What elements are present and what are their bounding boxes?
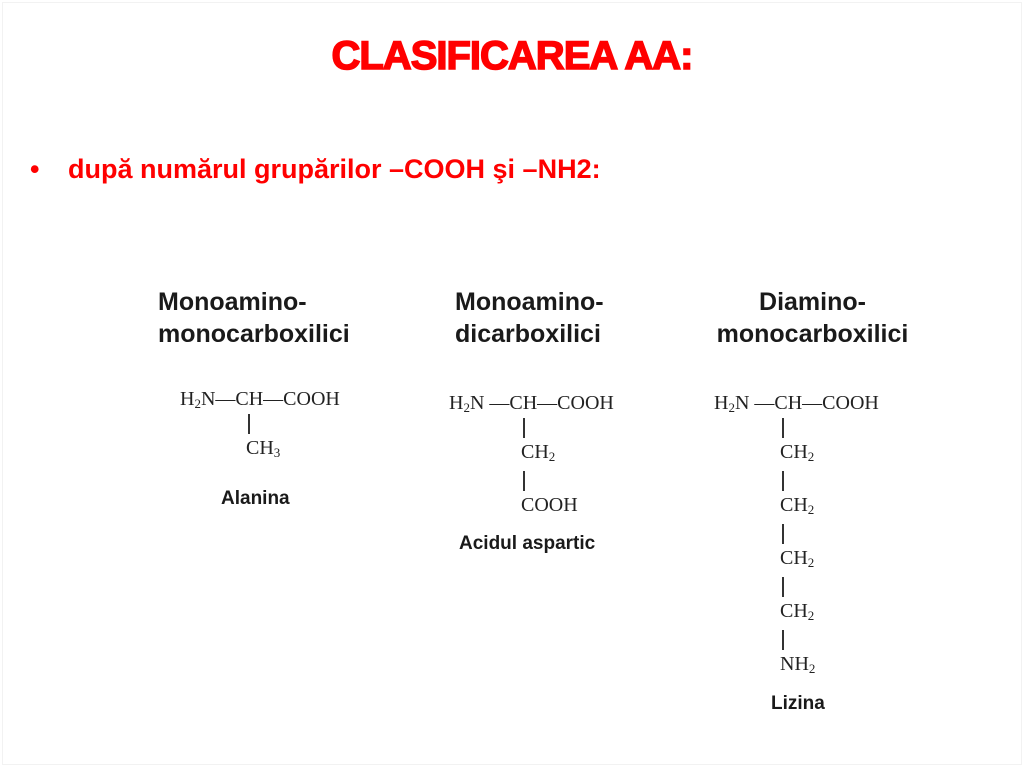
side-chain-alanina: $CH_3$ [246, 412, 280, 465]
bullet-point [30, 154, 601, 185]
category-monoamino-monocarboxilici [158, 286, 404, 350]
heading-line: dicarboxilici [455, 320, 601, 348]
heading-line: Monoamino- [158, 288, 307, 316]
category-heading [158, 286, 404, 350]
category-heading [690, 286, 935, 350]
amino-acid-name: Lizina [771, 693, 825, 714]
bullet-marker: • [30, 154, 40, 184]
category-diamino-monocarboxilici [690, 286, 935, 350]
category-monoamino-dicarboxilici [455, 286, 655, 350]
slide-title: CLASIFICAREA AA: [331, 34, 693, 78]
amino-acid-name: Acidul aspartic [459, 533, 596, 554]
side-chain-aspartic: $CH_2$ COOH [521, 416, 578, 522]
formula-main-chain-aspartic: $H_2N$ —CH—COOH [449, 392, 614, 415]
bullet-text: după numărul grupărilor –COOH şi –NH2: [68, 154, 601, 184]
heading-line: monocarboxilici [158, 320, 350, 348]
heading-line: monocarboxilici [716, 320, 909, 348]
heading-line: Monoamino- [455, 288, 604, 316]
side-chain-lizina: $CH_2$ $CH_2$ $CH_2$ $CH_2$ $NH_2$ [780, 416, 815, 681]
category-heading [455, 286, 655, 350]
formula-main-chain-lizina: $H_2N$ —CH—COOH [714, 392, 879, 415]
slide-frame [2, 2, 1022, 765]
amino-acid-name: Alanina [221, 488, 290, 509]
formula-main-chain-alanina: $H_2N—CH—COOH$ [180, 388, 340, 411]
heading-line: Diamino- [759, 288, 866, 316]
